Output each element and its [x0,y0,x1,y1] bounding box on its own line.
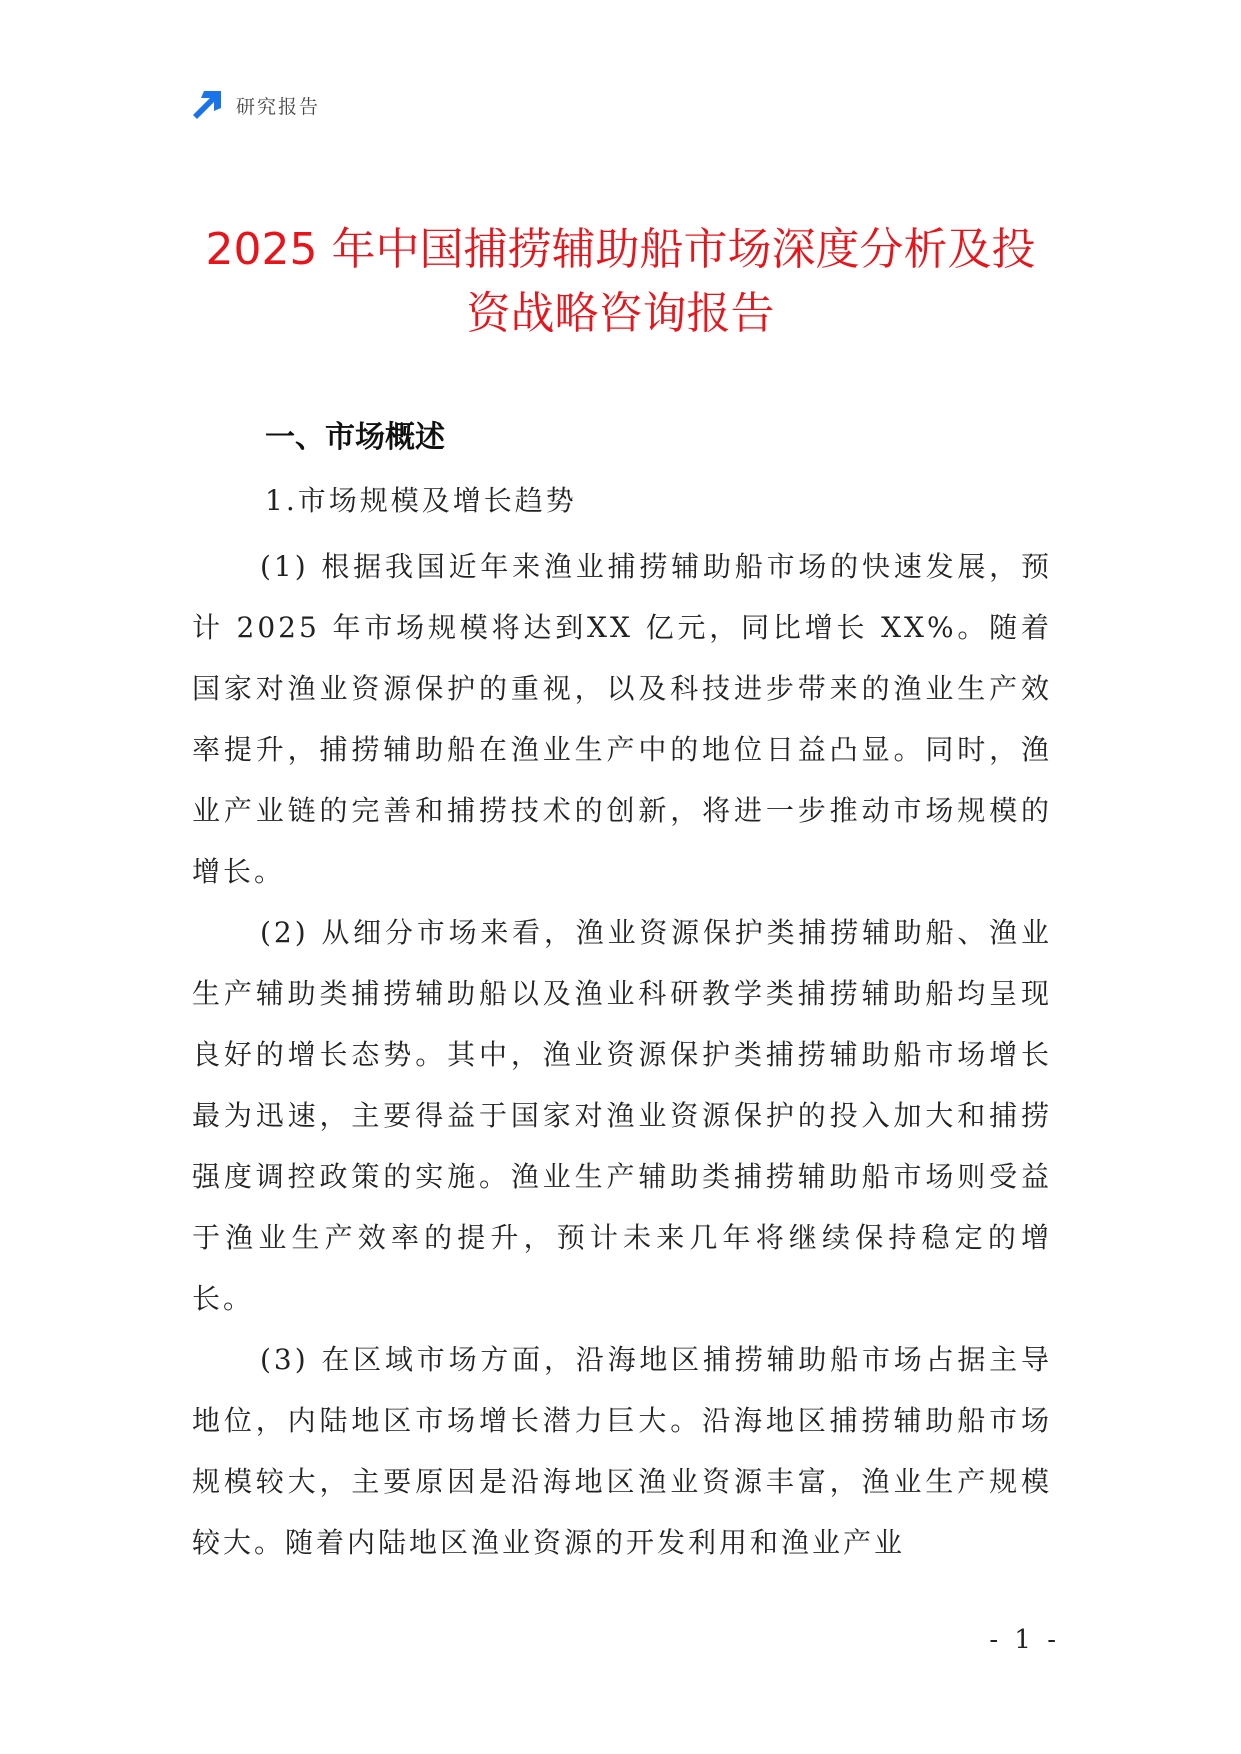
page-number: - 1 - [989,1625,1060,1655]
section-heading: 一、市场概述 [265,420,445,455]
paragraph-3: (3) 在区域市场方面，沿海地区捕捞辅助船市场占据主导地位，内陆地区市场增长潜力巨大。沿海地区捕捞辅助船市场规模较大，主要原因是沿海地区渔业资源丰富，渔业生产规模较大。随着内陆地区渔业资源的开发利用和渔业产业 [192,1343,1052,1559]
title-line-2: 资战略咨询报告 [466,288,775,339]
body-text [192,536,1052,1573]
header-label: 研究报告 [236,95,321,118]
paragraph-1: (1) 根据我国近年来渔业捕捞辅助船市场的快速发展，预计 2025 年市场规模将达到XX 亿元，同比增长 XX%。随着国家对渔业资源保护的重视，以及科技进步带来的渔业生产效率提升，捕捞辅助船在渔业生产中的地位日益凸显。同时，渔业产业链的完善和捕捞技术的创新，将进一步推动市场规模的增长。 [192,550,1052,888]
arrow-up-right-icon [190,88,224,122]
document-title [130,218,1111,346]
title-line-1: 2025 年中国捕捞辅助船市场深度分析及投 [205,224,1036,275]
page-header [190,88,320,122]
paragraph-2: (2) 从细分市场来看，渔业资源保护类捕捞辅助船、渔业生产辅助类捕捞辅助船以及渔业科研教学类捕捞辅助船均呈现良好的增长态势。其中，渔业资源保护类捕捞辅助船市场增长最为迅速，主要得益于国家对渔业资源保护的投入加大和捕捞强度调控政策的实施。渔业生产辅助类捕捞辅助船市场则受益于渔业生产效率的提升，预计未来几年将继续保持稳定的增长。 [192,916,1052,1315]
subsection-heading: 1.市场规模及增长趋势 [265,484,577,517]
